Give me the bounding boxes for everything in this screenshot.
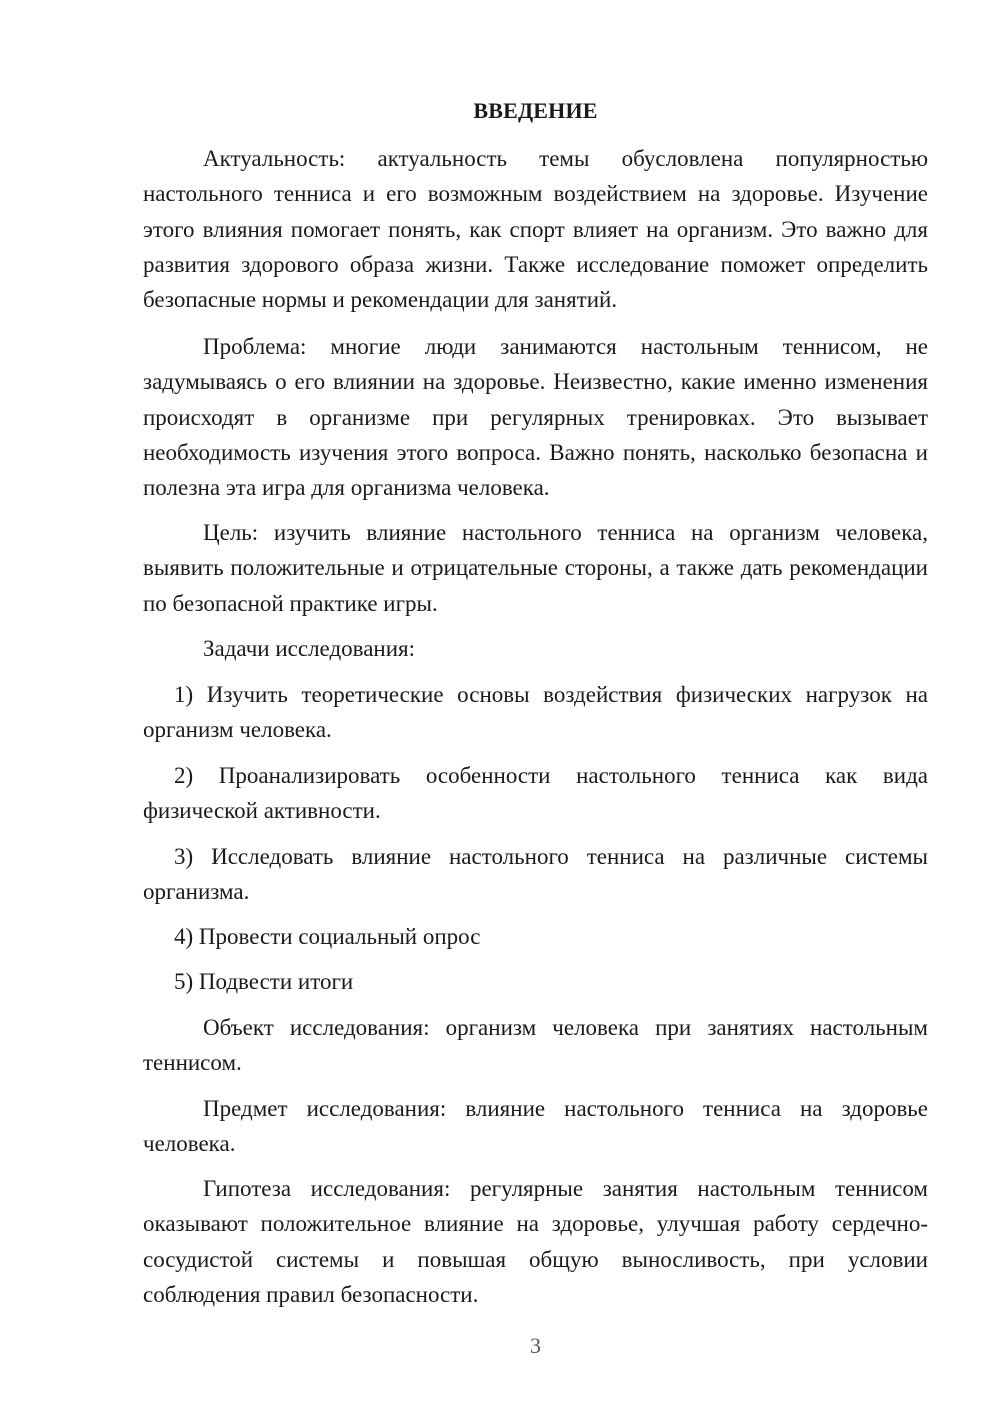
paragraph-subject: Предмет исследования: влияние настольного тенниса на здоровье человека. (143, 1096, 928, 1157)
task-item-4: 4) Провести социальный опрос (174, 924, 481, 949)
paragraph-relevance: Актуальность: актуальность темы обусловлена популярностью настольного тенниса и его возможным воздействием на здоровье. Изучение этого влияния помогает понять, как спорт влияет на организм. Это важно для развития здорового образа жизни. Также исследование поможет определить безопасные нормы и рекомендации для занятий. (143, 146, 928, 313)
paragraph-object: Объект исследования: организм человека при занятиях настольным теннисом. (143, 1015, 928, 1076)
paragraph-tasks-heading: Задачи исследования: (203, 636, 416, 661)
paragraph-goal: Цель: изучить влияние настольного тенниса на организм человека, выявить положительные и отрицательные стороны, а также дать рекомендации по безопасной практике игры. (143, 520, 928, 616)
task-item-5: 5) Подвести итоги (174, 969, 354, 994)
task-item-2: 2) Проанализировать особенности настольного тенниса как вида физической активности. (143, 763, 928, 824)
paragraph-problem: Проблема: многие люди занимаются настольным теннисом, не задумываясь о его влиянии на здоровье. Неизвестно, какие именно изменения происходят в организме при регулярных тренировках. Это вызывает необходимость изучения этого вопроса. Важно понять, насколько безопасна и полезна эта игра для организма человека. (143, 334, 928, 501)
section-title: ВВЕДЕНИЕ (473, 98, 598, 123)
task-item-1: 1) Изучить теоретические основы воздействия физических нагрузок на организм человека. (143, 682, 928, 743)
page-number: 3 (530, 1333, 541, 1358)
task-item-3: 3) Исследовать влияние настольного тенниса на различные системы организма. (143, 844, 928, 905)
paragraph-hypothesis: Гипотеза исследования: регулярные занятия настольным теннисом оказывают положительное влияние на здоровье, улучшая работу сердечно-сосудистой системы и повышая общую выносливость, при условии соблюдения правил безопасности. (143, 1176, 928, 1307)
